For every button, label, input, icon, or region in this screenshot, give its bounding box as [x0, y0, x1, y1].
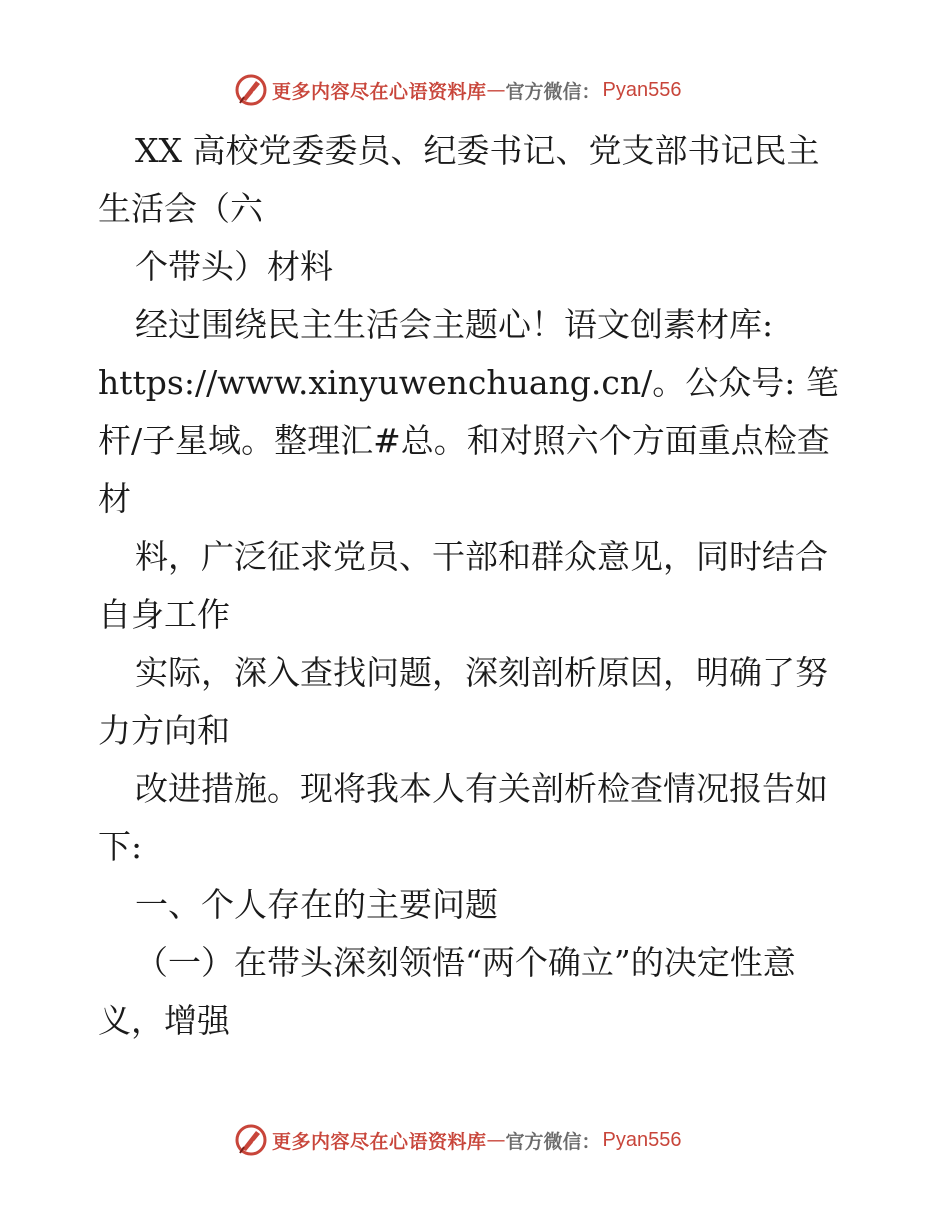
doc-line: 自身工作	[98, 595, 230, 634]
footer-watermark	[0, 1120, 950, 1160]
watermark-dash: —	[486, 79, 506, 101]
doc-line: 义，增强	[98, 1001, 230, 1040]
watermark-dash: —	[486, 1129, 506, 1151]
watermark-wechat-label: 官方微信：	[505, 80, 601, 103]
doc-line: 经过围绕民主生活会主题心！语文创素材库:	[135, 305, 774, 344]
watermark-wechat-label: 官方微信：	[505, 1130, 601, 1153]
quill-pen-logo-icon	[234, 73, 268, 107]
doc-line: 一、个人存在的主要问题	[135, 885, 498, 924]
doc-line: XX 高校党委委员、纪委书记、党支部书记民主	[135, 131, 820, 170]
doc-line: 下:	[98, 827, 143, 866]
doc-line: （一）在带头深刻领悟“两个确立”的决定性意	[135, 943, 796, 982]
header-watermark	[0, 70, 950, 110]
doc-line: 改进措施。现将我本人有关剖析检查情况报告如	[135, 769, 828, 808]
watermark-group	[234, 1120, 682, 1160]
watermark-library-text: 更多内容尽在心语资料库	[272, 80, 487, 103]
doc-line: 料，广泛征求党员、干部和群众意见，同时结合	[135, 537, 828, 576]
doc-line: 个带头）材料	[135, 247, 333, 286]
doc-line: https://www.xinyuwenchuang.cn/。公众号: 笔	[98, 363, 839, 402]
doc-line: 材	[98, 479, 131, 518]
watermark-wechat-handle: Pyan556	[602, 78, 682, 101]
doc-line: 生活会（六	[98, 189, 263, 228]
doc-line: 杆/子星域。整理汇#总。和对照六个方面重点检查	[98, 421, 830, 460]
document-body	[98, 122, 858, 1050]
doc-line: 力方向和	[98, 711, 230, 750]
watermark-wechat-handle: Pyan556	[602, 1128, 682, 1151]
doc-line: 实际，深入查找问题，深刻剖析原因，明确了努	[135, 653, 828, 692]
watermark-group	[234, 70, 682, 110]
quill-pen-logo-icon	[234, 1123, 268, 1157]
watermark-library-text: 更多内容尽在心语资料库	[272, 1130, 487, 1153]
